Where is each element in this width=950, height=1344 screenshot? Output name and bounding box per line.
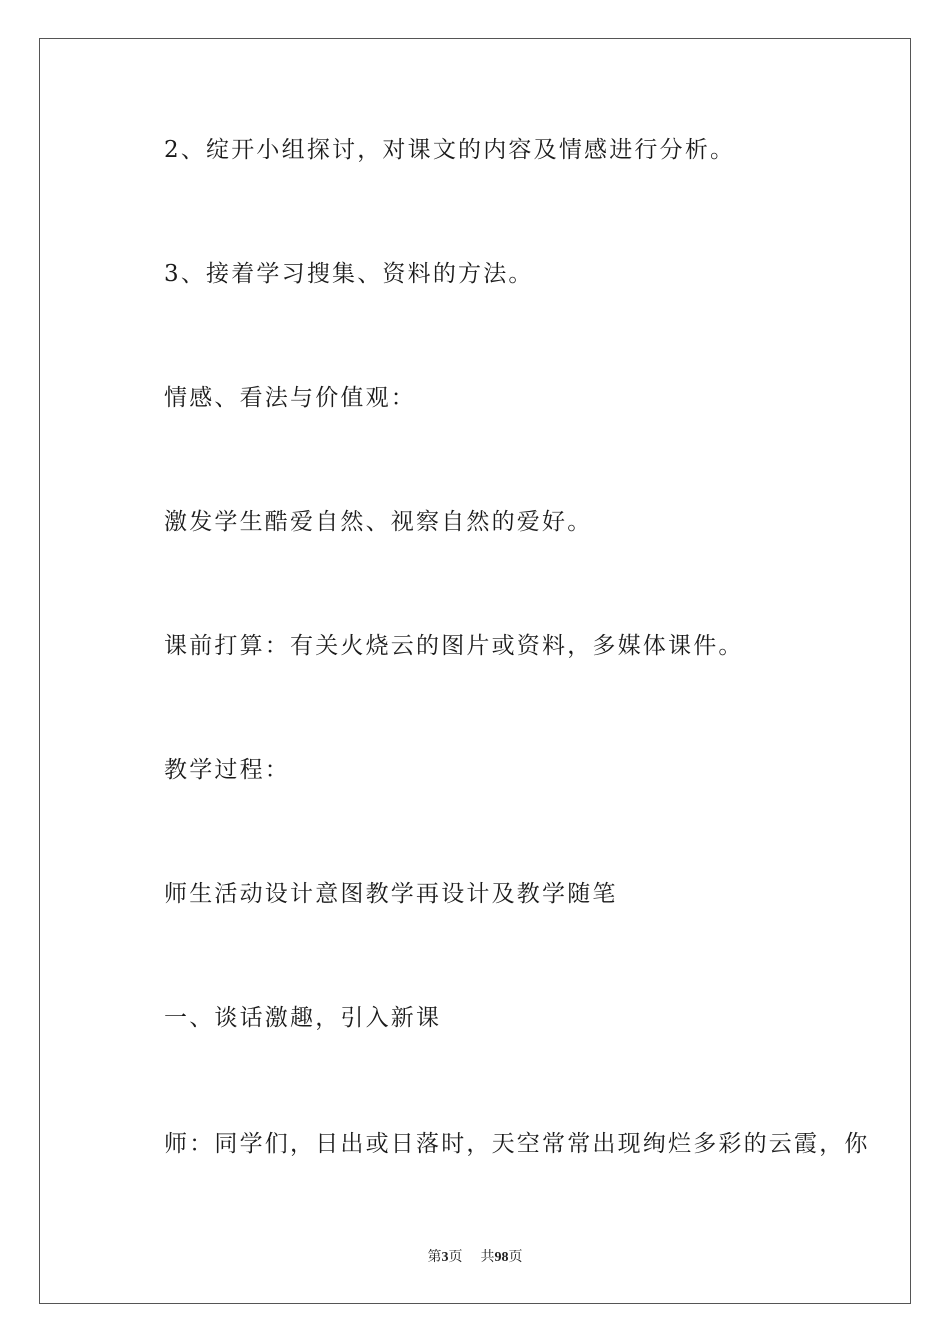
page-footer [0, 1246, 950, 1266]
paragraph-5: 课前打算：有关火烧云的图片或资料，多媒体课件。 [164, 633, 744, 659]
paragraph-1: 2、绽开小组探讨，对课文的内容及情感进行分析。 [164, 137, 736, 163]
paragraph-4: 激发学生酷爱自然、视察自然的爱好。 [164, 509, 593, 535]
paragraph-3: 情感、看法与价值观： [164, 385, 416, 411]
page-border [39, 38, 911, 1304]
paragraph-9: 师：同学们，日出或日落时，天空常常出现绚烂多彩的云霞，你 [164, 1131, 870, 1157]
page-total-count: 98 [494, 1250, 509, 1265]
page-total-suffix: 页 [508, 1250, 523, 1265]
page-total-prefix: 共 [480, 1250, 495, 1265]
paragraph-6: 教学过程： [164, 757, 290, 783]
paragraph-2: 3、接着学习搜集、资料的方法。 [164, 261, 534, 287]
page-number-suffix: 页 [448, 1250, 463, 1265]
page-number-current: 3 [441, 1250, 449, 1265]
paragraph-8: 一、谈话激趣，引入新课 [164, 1005, 442, 1031]
page-number-prefix: 第 [427, 1250, 442, 1265]
paragraph-7: 师生活动设计意图教学再设计及教学随笔 [164, 881, 618, 907]
